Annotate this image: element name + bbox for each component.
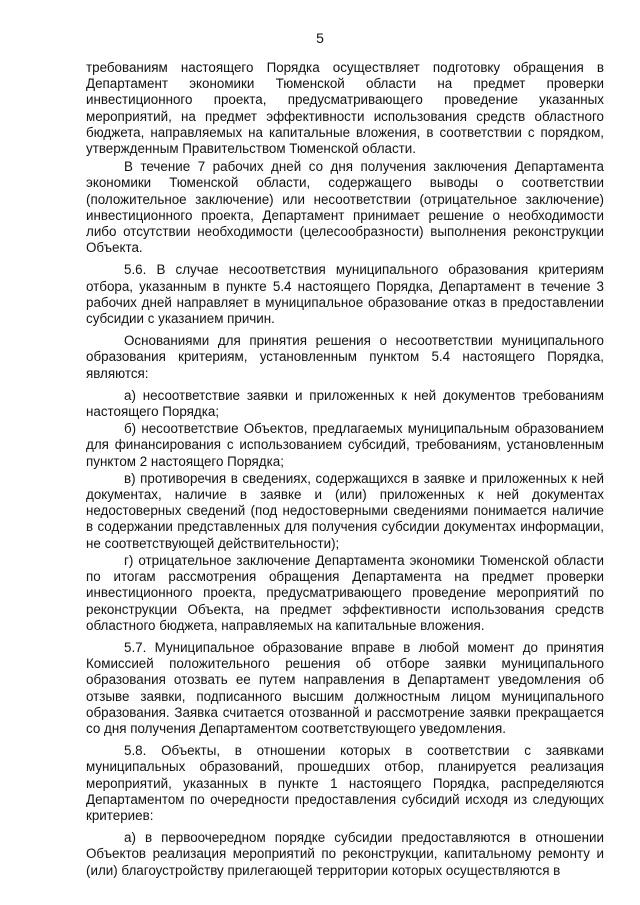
paragraph-seven-days: В течение 7 рабочих дней со дня получения заключения Департамента экономики Тюменской области, содержащего выводы о соответствии (положительное заключение) или несоответствии (отрицательное заключение) инвестиционного проекта, Департамент принимает решение о необходимости либо отсутствии необходимости (целесообразности) выполнения реконструкции Объекта.: [86, 159, 604, 256]
list-item-b: б) несоответствие Объектов, предлагаемых муниципальным образованием для финансирования с использованием субсидий, требованиям, установленным пунктом 2 настоящего Порядка;: [86, 421, 604, 469]
document-body: [86, 60, 604, 885]
paragraph-5-7: 5.7. Муниципальное образование вправе в любой момент до принятия Комиссией положительного решения об отборе заявки муниципального образования отозвать ее путем направления в Департамент уведомления об отзыве заявки, подписанного высшим должностным лицом муниципального образования. Заявка считается отозванной и рассмотрение заявки прекращается со дня получения Департаментом соответствующего уведомления.: [86, 639, 604, 736]
paragraph-continuation: требованиям настоящего Порядка осуществляет подготовку обращения в Департамент экономики Тюменской области на предмет проверки инвестиционного проекта, предусматривающего проведение указанных мероприятий, на предмет эффективности использования средств областного бюджета, направляемых на капитальные вложения, в соответствии с порядком, утвержденным Правительством Тюменской области.: [86, 60, 604, 157]
paragraph-grounds: Основаниями для принятия решения о несоответствии муниципального образования критериям, установленным пунктом 5.4 настоящего Порядка, являются:: [86, 333, 604, 381]
paragraph-5-8: 5.8. Объекты, в отношении которых в соответствии с заявками муниципальных образований, прошедших отбор, планируется реализация мероприятий, указанных в пункте 1 настоящего Порядка, распределяются Департаментом по очередности предоставления субсидий исходя из следующих критериев:: [86, 743, 604, 823]
list-item-v: в) противоречия в сведениях, содержащихся в заявке и приложенных к ней документах, наличие в заявке и (или) приложенных к ней документах недостоверных сведений (под недостоверными сведениями понимается наличие в содержании представленных для получения субсидии документах информации, не соответствующей действительности);: [86, 470, 604, 551]
page-number: 5: [316, 30, 324, 46]
list-item-g: г) отрицательное заключение Департамента экономики Тюменской области по итогам рассмотрения обращения Департамента на предмет проверки инвестиционного проекта, предусматривающего проведение мероприятий по реконструкции Объекта, на предмет эффективности использования средств областного бюджета, направляемых на капитальные вложения.: [86, 552, 604, 633]
list-item-a-priority: а) в первоочередном порядке субсидии предоставляются в отношении Объектов реализация мероприятий по реконструкции, капитальному ремонту и (или) благоустройству прилегающей территории которых осуществляются в: [86, 830, 604, 878]
list-item-a: а) несоответствие заявки и приложенных к ней документов требованиям настоящего Порядка;: [86, 387, 604, 420]
paragraph-5-6: 5.6. В случае несоответствия муниципального образования критериям отбора, указанным в пункте 5.4 настоящего Порядка, Департамент в течение 3 рабочих дней направляет в муниципальное образование отказ в предоставлении субсидии с указанием причин.: [86, 262, 604, 327]
